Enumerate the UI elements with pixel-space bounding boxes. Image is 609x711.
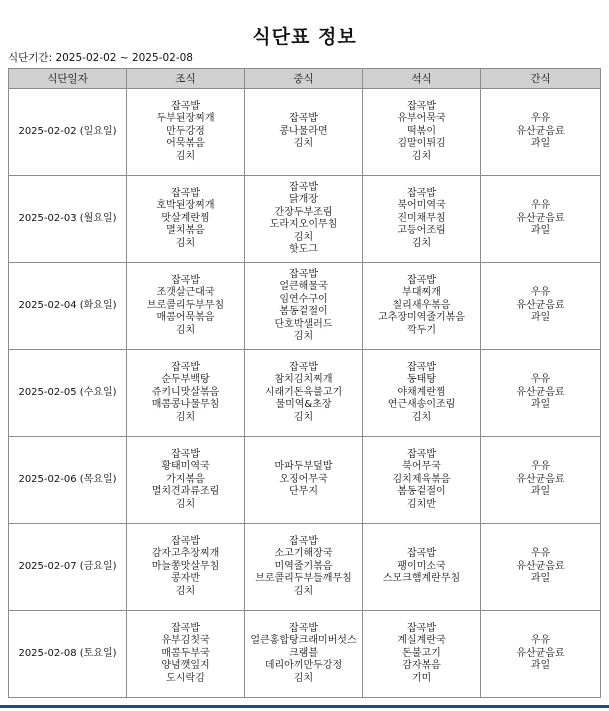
menu-item: 김치 [293, 138, 314, 150]
table-row [9, 176, 601, 263]
menu-item: 기미 [411, 672, 432, 684]
menu-item: 마늘쫑맛살무침 [151, 560, 220, 572]
menu-item: 과일 [530, 399, 551, 411]
menu-item: 감자고추장찌개 [151, 548, 220, 560]
menu-item: 김치 [293, 672, 314, 684]
header-date: 식단일자 [9, 69, 127, 89]
menu-item: 잡곡밥 [289, 361, 318, 373]
dinner-cell [363, 437, 481, 524]
menu-item: 팽이미소국 [397, 560, 446, 572]
menu-item: 도라지오이무침 [269, 219, 338, 230]
menu-item: 잡곡밥 [171, 274, 200, 286]
menu-item: 부대찌개 [402, 287, 441, 299]
dinner-cell [363, 524, 481, 611]
menu-item: 유산균음료 [516, 299, 565, 311]
menu-item: 유산균음료 [516, 386, 565, 398]
menu-item: 북어무국 [402, 461, 441, 473]
menu-item: 과일 [530, 312, 551, 324]
menu-item: 쥬키니맛살볶음 [151, 386, 220, 398]
snack-cell [481, 437, 601, 524]
menu-item: 시래기돈육불고기 [264, 386, 343, 398]
snack-cell [481, 176, 601, 263]
meal-table [8, 68, 601, 698]
menu-item: 만두강정 [166, 125, 205, 137]
menu-item: 도시락김 [166, 672, 205, 684]
menu-item: 감자볶음 [402, 660, 441, 672]
date-cell: 2025-02-02 (일요일) [9, 89, 127, 176]
menu-item: 호박된장찌개 [156, 200, 215, 212]
breakfast-cell [127, 524, 245, 611]
date-cell: 2025-02-04 (화요일) [9, 263, 127, 350]
menu-item: 봄동겉절이 [397, 486, 446, 498]
snack-cell [481, 263, 601, 350]
menu-item: 김치 [175, 411, 196, 423]
table-row [9, 350, 601, 437]
menu-item: 멸치견과류조림 [151, 486, 220, 498]
menu-item: 우유 [530, 461, 551, 473]
menu-item: 조갯살근대국 [156, 287, 215, 299]
menu-item: 야채계란찜 [397, 386, 446, 398]
menu-item: 우유 [530, 287, 551, 299]
breakfast-cell [127, 611, 245, 698]
menu-item: 잡곡밥 [407, 548, 436, 560]
menu-item: 간장두부조림 [274, 206, 333, 218]
table-row [9, 437, 601, 524]
menu-item: 양념깻잎지 [161, 660, 210, 672]
menu-item: 김말이튀김 [397, 138, 446, 150]
menu-item: 과일 [530, 138, 551, 150]
menu-item: 과일 [530, 660, 551, 672]
menu-item: 계실계란국 [397, 635, 446, 647]
menu-item: 두부된장찌개 [156, 113, 215, 125]
menu-item: 데리아끼만두강정 [264, 660, 343, 672]
menu-item: 우유 [530, 200, 551, 212]
menu-item: 잡곡밥 [171, 622, 200, 634]
menu-item: 잡곡밥 [407, 187, 436, 199]
menu-item: 김치 [175, 324, 196, 336]
menu-item: 마파두부덮밥 [274, 461, 333, 473]
table-row [9, 263, 601, 350]
menu-item: 유산균음료 [516, 212, 565, 224]
snack-cell [481, 524, 601, 611]
menu-item: 북어미역국 [397, 200, 446, 212]
table-row [9, 611, 601, 698]
menu-item: 물미역&초장 [275, 399, 332, 411]
menu-item: 잡곡밥 [171, 187, 200, 199]
menu-item: 김치 [175, 498, 196, 510]
dinner-cell [363, 350, 481, 437]
menu-item: 오징어무국 [279, 473, 328, 485]
menu-item: 잡곡밥 [289, 622, 318, 634]
lunch-cell [245, 611, 363, 698]
menu-item: 과일 [530, 486, 551, 498]
menu-item: 유산균음료 [516, 473, 565, 485]
menu-item: 참치김치찌개 [274, 374, 333, 386]
menu-period: 식단기간: 2025-02-02 ~ 2025-02-08 [8, 52, 193, 64]
menu-item: 잡곡밥 [289, 181, 318, 193]
menu-item: 김치 [175, 150, 196, 162]
menu-item: 닭개장 [289, 194, 318, 205]
date-cell: 2025-02-05 (수요일) [9, 350, 127, 437]
menu-item: 과일 [530, 225, 551, 237]
menu-item: 잡곡밥 [407, 100, 436, 112]
table-body [9, 89, 601, 698]
menu-item: 순두부백탕 [161, 374, 210, 386]
menu-item: 칠리새우볶음 [392, 299, 451, 311]
header-breakfast: 조식 [127, 69, 245, 89]
menu-item: 김치 [175, 585, 196, 597]
lunch-cell [245, 176, 363, 263]
menu-item: 우유 [530, 548, 551, 560]
dinner-cell [363, 611, 481, 698]
menu-item: 브로콜리두부무침 [146, 299, 225, 311]
table-header-row [9, 69, 601, 89]
menu-item: 핫도그 [289, 244, 318, 255]
lunch-cell [245, 437, 363, 524]
menu-item: 단호박샐러드 [274, 318, 333, 330]
menu-item: 유산균음료 [516, 560, 565, 572]
breakfast-cell [127, 89, 245, 176]
lunch-cell [245, 524, 363, 611]
menu-item: 미역줄기볶음 [274, 560, 333, 572]
menu-item: 매콤어묵볶음 [156, 312, 215, 324]
menu-item: 얼큰홍합탕크래미버섯스 [250, 635, 357, 647]
menu-item: 과일 [530, 573, 551, 585]
menu-item: 우유 [530, 113, 551, 125]
menu-item: 임연수구이 [279, 293, 328, 305]
date-cell: 2025-02-06 (목요일) [9, 437, 127, 524]
lunch-cell [245, 263, 363, 350]
dinner-cell [363, 263, 481, 350]
menu-item: 잡곡밥 [407, 448, 436, 460]
menu-item: 브로콜리두부들깨무침 [255, 573, 352, 585]
menu-item: 잡곡밥 [289, 113, 318, 125]
menu-item: 김치 [293, 411, 314, 423]
table-row [9, 524, 601, 611]
menu-item: 김치 [175, 237, 196, 249]
header-snack: 간식 [481, 69, 601, 89]
menu-item: 유부김칫국 [161, 635, 210, 647]
bottom-divider [0, 705, 609, 708]
menu-item: 떡볶이 [407, 125, 436, 137]
menu-item: 김치 [293, 585, 314, 597]
menu-item: 잡곡밥 [171, 100, 200, 112]
date-cell: 2025-02-03 (월요일) [9, 176, 127, 263]
menu-item: 얼큰해물국 [279, 281, 328, 292]
breakfast-cell [127, 263, 245, 350]
menu-item: 우유 [530, 635, 551, 647]
table-row [9, 89, 601, 176]
menu-item: 매콤두부국 [161, 647, 210, 659]
menu-item: 단무지 [289, 486, 318, 498]
menu-item: 잡곡밥 [171, 448, 200, 460]
lunch-cell [245, 89, 363, 176]
menu-item: 김치제육볶음 [392, 473, 451, 485]
menu-item: 고추장미역줄기볶음 [378, 312, 465, 324]
menu-item: 가지볶음 [166, 473, 205, 485]
menu-item: 김치 [411, 150, 432, 162]
breakfast-cell [127, 176, 245, 263]
menu-item: 잡곡밥 [407, 274, 436, 286]
menu-item: 잡곡밥 [407, 361, 436, 373]
menu-item: 잡곡밥 [289, 535, 318, 547]
menu-item: 유산균음료 [516, 125, 565, 137]
date-cell: 2025-02-08 (토요일) [9, 611, 127, 698]
menu-item: 잡곡밥 [289, 268, 318, 280]
menu-item: 고등어조림 [397, 225, 446, 237]
menu-item: 우유 [530, 374, 551, 386]
menu-item: 봄동겉절이 [279, 306, 328, 317]
menu-item: 김치 [293, 231, 314, 243]
dinner-cell [363, 89, 481, 176]
menu-item: 크램블 [289, 647, 318, 659]
menu-item: 잡곡밥 [171, 535, 200, 547]
menu-item: 김치 [293, 331, 314, 342]
date-cell: 2025-02-07 (금요일) [9, 524, 127, 611]
lunch-cell [245, 350, 363, 437]
menu-item: 멸치볶음 [166, 225, 205, 237]
menu-item: 잡곡밥 [171, 361, 200, 373]
menu-item: 매콤콩나물무침 [151, 399, 220, 411]
menu-item: 잡곡밥 [407, 622, 436, 634]
menu-item: 김치 [411, 237, 432, 249]
menu-item: 콩자반 [171, 573, 200, 585]
snack-cell [481, 611, 601, 698]
menu-item: 콩나물라면 [279, 125, 328, 137]
menu-item: 소고기해장국 [274, 548, 333, 560]
breakfast-cell [127, 350, 245, 437]
menu-item: 돈불고기 [402, 647, 441, 659]
menu-item: 유산균음료 [516, 647, 565, 659]
breakfast-cell [127, 437, 245, 524]
menu-item: 어묵볶음 [166, 138, 205, 150]
header-dinner: 석식 [363, 69, 481, 89]
snack-cell [481, 89, 601, 176]
header-lunch: 중식 [245, 69, 363, 89]
menu-item: 김치 [411, 411, 432, 423]
dinner-cell [363, 176, 481, 263]
menu-item: 맛살계란찜 [161, 212, 210, 224]
menu-item: 깍두기 [407, 324, 436, 336]
menu-item: 김치반 [407, 498, 436, 510]
page-title: 식단표 정보 [252, 26, 357, 48]
menu-item: 황태미역국 [161, 461, 210, 473]
snack-cell [481, 350, 601, 437]
menu-item: 스모크햄계란무침 [382, 573, 461, 585]
menu-item: 연근새송이조림 [387, 399, 456, 411]
menu-item: 진미채무침 [397, 212, 446, 224]
menu-item: 동태탕 [407, 374, 436, 386]
menu-item: 유부어묵국 [397, 113, 446, 125]
